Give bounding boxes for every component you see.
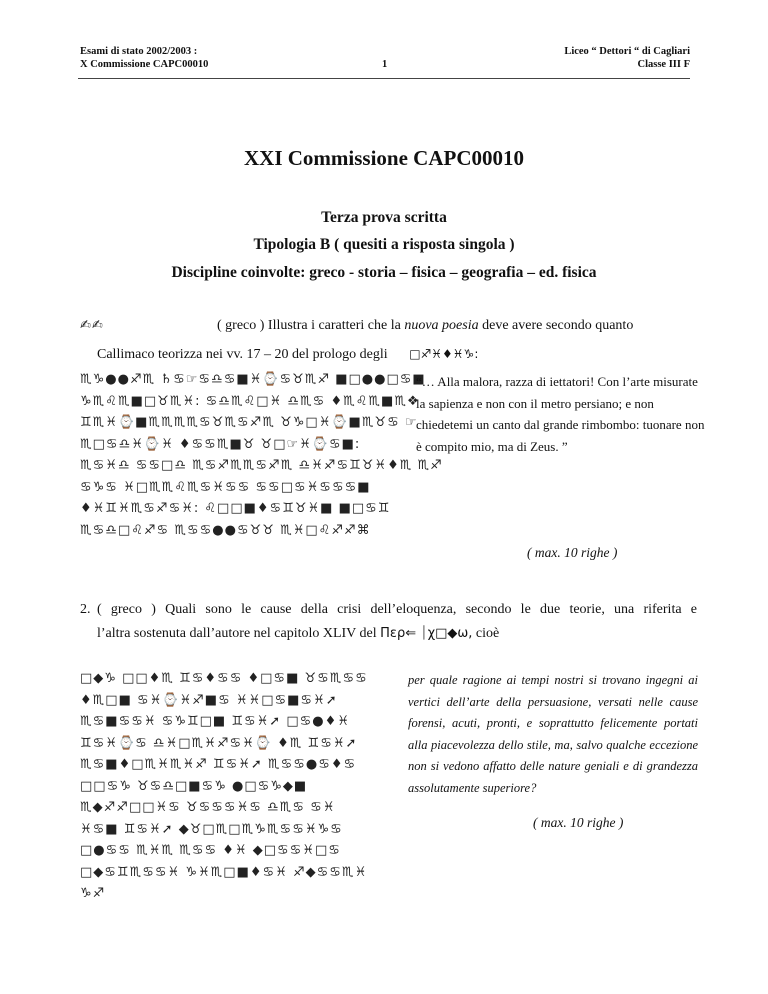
greek-glyph-line: ♏♑●●♐♏ ♄♋☞♋♎♋■♓⌚♋♉♏♐ ■□●●□♋■ bbox=[80, 372, 426, 387]
greek-glyph-line: ♏◆♐♐□□♓♋ ♉♋♋♋♓♋ ♎♏♋ ♋♓ bbox=[80, 800, 336, 815]
greek-glyph-line: ♏□♋♎♓⌚♓ ♦♋♋♏■♉ ♉□☞♓⌚♋■: bbox=[80, 436, 361, 452]
q2-text-line2 bbox=[97, 624, 697, 644]
greek-glyph-line: ♏♋■♦□♏♓♏♓♐ ♊♋♓➚ ♏♋♋●♋♦♋ bbox=[80, 757, 357, 772]
subtitle-prova: Terza prova scritta bbox=[321, 209, 447, 226]
page-number: 1 bbox=[382, 59, 388, 70]
greek-glyph-line: ♏♋■♋♋♓ ♋♑♊□■ ♊♋♓➚ □♋●♦♓ bbox=[80, 714, 350, 729]
greek-glyph-line: ♋♑♋ ♓□♏♏♌♏♋♓♋♋ ♋♋□♋♓♋♋♋■ bbox=[80, 479, 371, 495]
q1-translation-quote: “… Alla malora, razza di iettatori! Con l’arte misurate la sapienza e non con il metro persiano; e non chiedetemi un canto dal grande rimbombo: tuonare non è compito mio, ma di Zeus. ” bbox=[416, 374, 705, 454]
header-left bbox=[80, 45, 208, 71]
exam-year: Esami di stato 2002/2003 : bbox=[80, 46, 198, 57]
subtitle-tipologia: Tipologia B ( quesiti a risposta singola ) bbox=[253, 236, 515, 253]
q1-text-line1 bbox=[217, 316, 697, 336]
q2-greek-title: Περ⇐ ⏐χ□◆ω, bbox=[380, 626, 473, 641]
q2-max-lines: ( max. 10 righe ) bbox=[533, 815, 624, 830]
q2-translation-quote: per quale ragione ai tempi nostri si trovano ingegni ai vertici dell’arte della persuasione, versati nelle cause forensi, acuti, pronti, e soprattutto felicemente portati alla piacevolezza dello stile, ma, salvo qualche eccezione non si vedono affatto delle nature geniali e di grandezza assolutamente superiore? bbox=[408, 673, 698, 795]
q1-text-emphasis: nuova poesia bbox=[404, 318, 479, 333]
greek-glyph-line: ♓♋■ ♊♋♓➚ ◆♉□♏□♏♑♏♋♋♓♑♋ bbox=[80, 821, 343, 837]
q1-greek-title-glyphs: □♐♓♦♓♑: bbox=[409, 347, 479, 361]
greek-glyph-line: ♑♐ bbox=[80, 886, 106, 901]
greek-glyph-line: □□♋♑ ♉♋♎□■♋♑ ●□♋♑◆■ bbox=[80, 778, 308, 794]
header-divider bbox=[78, 78, 690, 79]
header-right bbox=[564, 45, 690, 71]
greek-glyph-line: □◆♋♊♏♋♋♓ ♑♓♏□■♦♋♓ ♐◆♋♋♏♓ bbox=[80, 864, 368, 880]
greek-glyph-line: ♊♏♓⌚■♏♏♏♏♋♉♏♋♐♏ ♉♑□♓⌚■♏♉♋ ☞ bbox=[80, 415, 418, 430]
q1-text-line2 bbox=[97, 344, 697, 365]
q2-text-line2-pre: l’altra sostenuta dall’autore nel capitolo XLIV del bbox=[97, 626, 381, 641]
greek-glyph-line: ♦♏□■ ♋♓⌚♓♐■♋ ♓♓□♋■♋♓➚ bbox=[80, 692, 338, 708]
q1-text-post: deve avere secondo quanto bbox=[478, 318, 634, 333]
greek-glyph-line: □◆♑ □□♦♏ ♊♋♦♋♋ ♦□♋■ ♉♋♏♋♋ bbox=[80, 671, 368, 686]
greek-glyph-line: ♦♓♊♓♏♋♐♋♓: ♌□□■♦♋♊♉♓■ ■□♋♊ bbox=[80, 501, 391, 516]
q2-text-line2-post: cioè bbox=[472, 626, 500, 641]
greek-glyph-line: ♑♏♌♏■□♉♏♓: ♋♎♏♌□♓ ♎♏♋ ♦♏♌♏■♏❖ bbox=[80, 393, 420, 409]
greek-glyph-line: ♊♋♓⌚♋ ♎♓□♏♓♐♋♓⌚ ♦♏ ♊♋♓➚ bbox=[80, 735, 358, 751]
q1-text-line2-text: Callimaco teorizza nei vv. 17 – 20 del prologo degli bbox=[97, 347, 388, 362]
greek-glyph-line: ♏♋♓♎ ♋♋□♎ ♏♋♐♏♏♋♐♏ ♎♓♐♋♊♉♓♦♏ ♏♐ bbox=[80, 458, 443, 473]
page-title: XXI Commissione CAPC00010 bbox=[244, 146, 524, 170]
q1-text-pre: ( greco ) Illustra i caratteri che la bbox=[217, 318, 405, 333]
subtitle-discipline: Discipline coinvolte: greco - storia – fisica – geografia – ed. fisica bbox=[171, 264, 597, 281]
school-name: Liceo “ Dettori “ di Cagliari bbox=[564, 46, 690, 57]
q1-number-glyphs: ✍✍ bbox=[80, 318, 104, 333]
greek-glyph-line: □●♋♋ ♏♓♏ ♏♋♋ ♦♓ ◆□♋♋♓□♋ bbox=[80, 843, 341, 858]
q1-max-lines: ( max. 10 righe ) bbox=[527, 545, 618, 560]
commission-code: X Commissione CAPC00010 bbox=[80, 59, 209, 70]
q2-number: 2. bbox=[80, 602, 91, 617]
class-name: Classe III F bbox=[637, 59, 690, 70]
q2-text-line1: ( greco ) Quali sono le cause della crisi dell’eloquenza, secondo le due teorie, una riferita e bbox=[97, 602, 697, 617]
greek-glyph-line: ♏♋♎□♌♐♋ ♏♋♋●●♋♉♉ ♏♓□♌♐♐⌘ bbox=[80, 522, 371, 538]
